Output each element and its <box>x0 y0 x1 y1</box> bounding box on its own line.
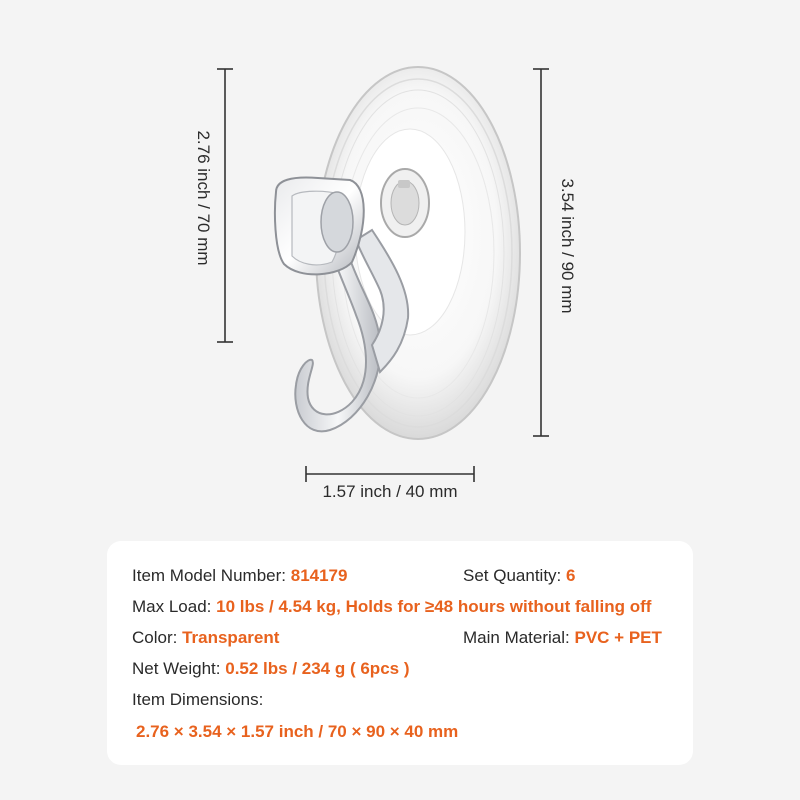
height-total-label: 3.54 inch / 90 mm <box>558 178 577 314</box>
width-label: 1.57 inch / 40 mm <box>322 482 458 501</box>
spec-color <box>132 628 279 648</box>
spec-model <box>132 566 347 586</box>
spec-model-label: Item Model Number: <box>132 566 291 585</box>
spec-item-dimensions-value: 2.76 × 3.54 × 1.57 inch / 70 × 90 × 40 mm <box>136 722 459 741</box>
spec-card <box>107 541 693 765</box>
spec-material-value: PVC + PET <box>574 628 662 647</box>
spec-color-value: Transparent <box>182 628 280 647</box>
spec-item-dimensions-row <box>136 722 458 742</box>
spec-max-load-label: Max Load: <box>132 597 217 616</box>
spec-quantity-value: 6 <box>566 566 576 585</box>
spec-material <box>463 628 662 648</box>
spec-max-load-value: 10 lbs / 4.54 kg, Holds for ≥48 hours without falling off <box>216 597 652 616</box>
spec-item-dimensions-label: Item Dimensions: <box>132 690 264 709</box>
spec-quantity-label: Set Quantity: <box>463 566 566 585</box>
spec-max-load <box>132 597 651 617</box>
spec-model-value: 814179 <box>290 566 348 585</box>
dimension-line-right <box>533 69 549 436</box>
dimension-line-left <box>217 69 233 342</box>
spec-net-weight-value: 0.52 lbs / 234 g ( 6pcs ) <box>225 659 410 678</box>
spec-net-weight-label: Net Weight: <box>132 659 226 678</box>
spec-net-weight <box>132 659 410 679</box>
dimension-line-bottom <box>306 466 474 482</box>
spec-item-dimensions <box>132 690 263 710</box>
spec-color-label: Color: <box>132 628 183 647</box>
height-cup-label: 2.76 inch / 70 mm <box>194 130 213 266</box>
spec-quantity <box>463 566 575 586</box>
spec-material-label: Main Material: <box>463 628 575 647</box>
